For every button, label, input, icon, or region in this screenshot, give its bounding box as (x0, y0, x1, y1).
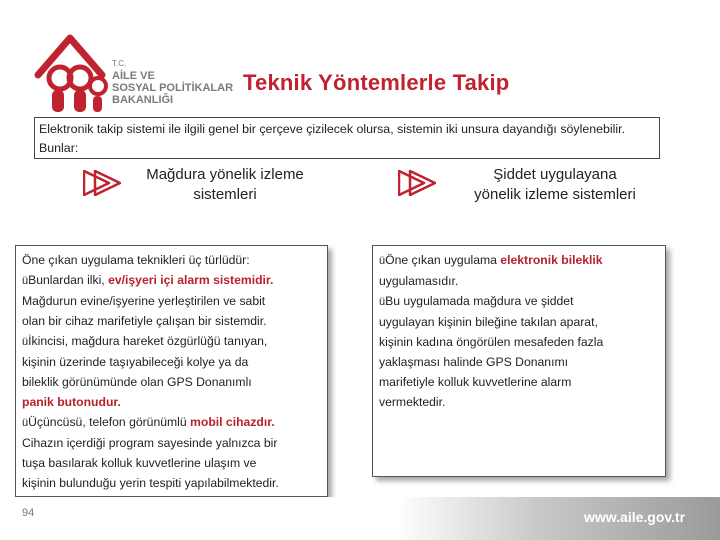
card-line: bileklik görünümünde olan GPS Donanımlı (22, 375, 252, 389)
heading-left-line-1: Mağdura yönelik izleme (146, 166, 304, 183)
heading-victim-monitoring (120, 165, 330, 205)
ministry-name (112, 58, 233, 106)
logo-line-4: BAKANLIĞI (112, 94, 174, 106)
victim-systems-card (15, 245, 328, 497)
card-line: yaklaşması halinde GPS Donanımı (379, 355, 568, 369)
highlight-panic-button: panik butonudur. (22, 395, 121, 409)
card-line: kişinin üzerinde taşıyabileceği kolye ya da (22, 355, 249, 369)
checkmark-icon: ü (379, 296, 386, 308)
family-logo-icon (28, 30, 118, 120)
logo-line-tc: T.C. (112, 59, 127, 68)
checkmark-icon: ü (22, 336, 29, 348)
heading-right-line-1: Şiddet uygulayana (493, 166, 617, 183)
card-line: üÜçüncüsü, telefon görünümlü mobil cihazdır. (22, 415, 275, 429)
card-line: Mağdurun evine/işyerine yerleştirilen ve sabit (22, 294, 266, 308)
checkmark-icon: ü (22, 275, 29, 287)
card-line: uygulayan kişinin bileğine takılan aparat, (379, 315, 598, 329)
card-line: vermektedir. (379, 395, 446, 409)
card-line: uygulamasıdır. (379, 274, 459, 288)
logo-line-2: AİLE VE (112, 70, 155, 82)
card-line: üBu uygulamada mağdura ve şiddet (379, 294, 574, 308)
intro-text-box: Elektronik takip sistemi ile ilgili genel bir çerçeve çizilecek olursa, sistemin iki unsura dayandığı söylenebilir. Bunlar: (34, 117, 660, 159)
slide-title: Teknik Yöntemlerle Takip (243, 70, 510, 95)
card-line: kişinin kadına öngörülen mesafeden fazla (379, 335, 604, 349)
arrow-right-icon (83, 170, 121, 196)
footer-website-link[interactable]: www.aile.gov.tr (584, 509, 686, 525)
card-line: üBunlardan ilki, ev/işyeri içi alarm sistemidir. (22, 273, 274, 287)
highlight-alarm-system: ev/işyeri içi alarm sistemidir. (108, 273, 274, 287)
checkmark-icon: ü (379, 255, 386, 267)
card-line: olan bir cihaz marifetiyle çalışan bir sistemdir. (22, 314, 267, 328)
heading-left-line-2: sistemleri (193, 186, 257, 203)
card-line: marifetiyle kolluk kuvvetlerine alarm (379, 375, 572, 389)
heading-perpetrator-monitoring (440, 165, 670, 205)
card-line: tuşa basılarak kolluk kuvvetlerine ulaşım ve (22, 456, 257, 470)
perpetrator-systems-card (372, 245, 666, 477)
card-line: üÖne çıkan uygulama elektronik bileklik (379, 253, 603, 267)
card-line: Öne çıkan uygulama teknikleri üç türlüdür: (22, 253, 250, 267)
page-number: 94 (22, 507, 35, 519)
checkmark-icon: ü (22, 417, 29, 429)
card-line: üİkincisi, mağdura hareket özgürlüğü tanıyan, (22, 334, 268, 348)
logo-line-3: SOSYAL POLİTİKALAR (112, 82, 234, 94)
card-line: Cihazın içerdiği program sayesinde yalnızca bir (22, 436, 278, 450)
arrow-right-icon (398, 170, 436, 196)
highlight-mobile-device: mobil cihazdır. (190, 415, 275, 429)
highlight-electronic-bracelet: elektronik bileklik (500, 253, 603, 267)
heading-right-line-2: yönelik izleme sistemleri (474, 186, 636, 203)
card-line: kişinin bulunduğu yerin tespiti yapılabilmektedir. (22, 476, 279, 490)
